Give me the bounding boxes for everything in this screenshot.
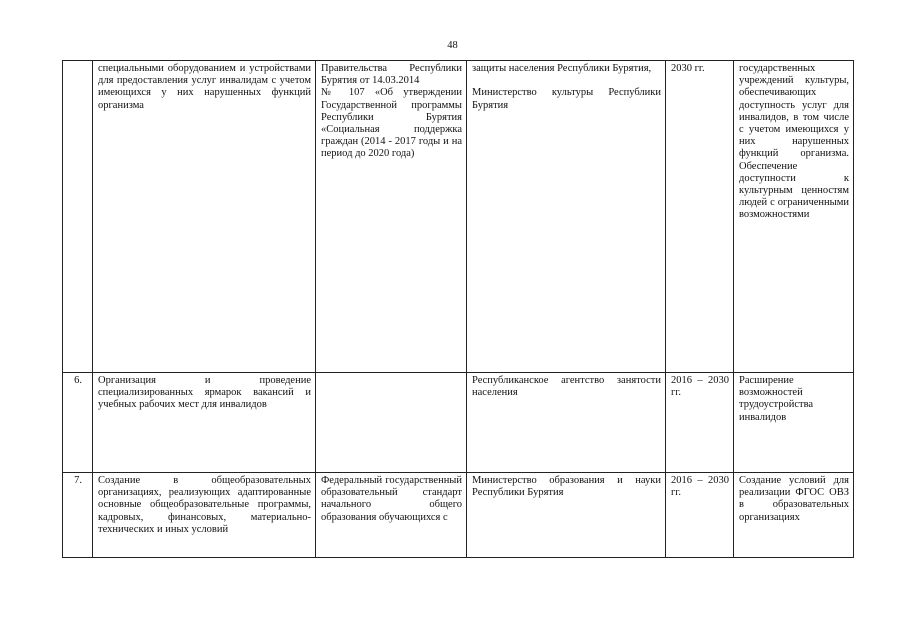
row-number: 7.: [63, 473, 93, 558]
legal-basis-cell: Правительства Республики Бурятия от 14.03.2014 № 107 «Об утверждении Государственной программы Республики Бурятия «Социальная поддержка граждан (2014 - 2017 годы и на период до 2020 года): [316, 61, 467, 373]
legal-basis-cell: Федеральный государственный образовательный стандарт начального общего образования обучающихся с: [316, 473, 467, 558]
row-number: 6.: [63, 373, 93, 473]
executors-cell: Республиканское агентство занятости населения: [467, 373, 666, 473]
executors-cell: защиты населения Республики Бурятия, Министерство культуры Республики Бурятия: [467, 61, 666, 373]
period-cell: 2016 – 2030 гг.: [666, 373, 734, 473]
measure-cell: Организация и проведение специализированных ярмарок вакансий и учебных рабочих мест для инвалидов: [93, 373, 316, 473]
period-cell: 2016 – 2030 гг.: [666, 473, 734, 558]
executors-cell: Министерство образования и науки Республики Бурятия: [467, 473, 666, 558]
row-number: [63, 61, 93, 373]
page-number: 48: [447, 40, 458, 51]
table-row: [63, 473, 854, 558]
period-cell: 2030 гг.: [666, 61, 734, 373]
table-row: [63, 373, 854, 473]
result-cell: Расширение возможностей трудоустройства инвалидов: [734, 373, 854, 473]
result-cell: Создание условий для реализации ФГОС ОВЗ в образовательных организациях: [734, 473, 854, 558]
table-row: [63, 61, 854, 373]
measures-table: [62, 60, 854, 558]
measure-cell: специальными оборудованием и устройствами для предоставления услуг инвалидам с учетом имеющихся у них нарушенных функций организма: [93, 61, 316, 373]
legal-basis-cell: [316, 373, 467, 473]
result-cell: государственных учреждений культуры, обеспечивающих доступность услуг для инвалидов, в том числе с учетом имеющихся у них нарушенных функций организма. Обеспечение доступности к культурным ценностям людей с ограниченными возможностями: [734, 61, 854, 373]
measure-cell: Создание в общеобразовательных организациях, реализующих адаптированные основные общеобразовательные программы, кадровых, финансовых, материально-технических и иных условий: [93, 473, 316, 558]
